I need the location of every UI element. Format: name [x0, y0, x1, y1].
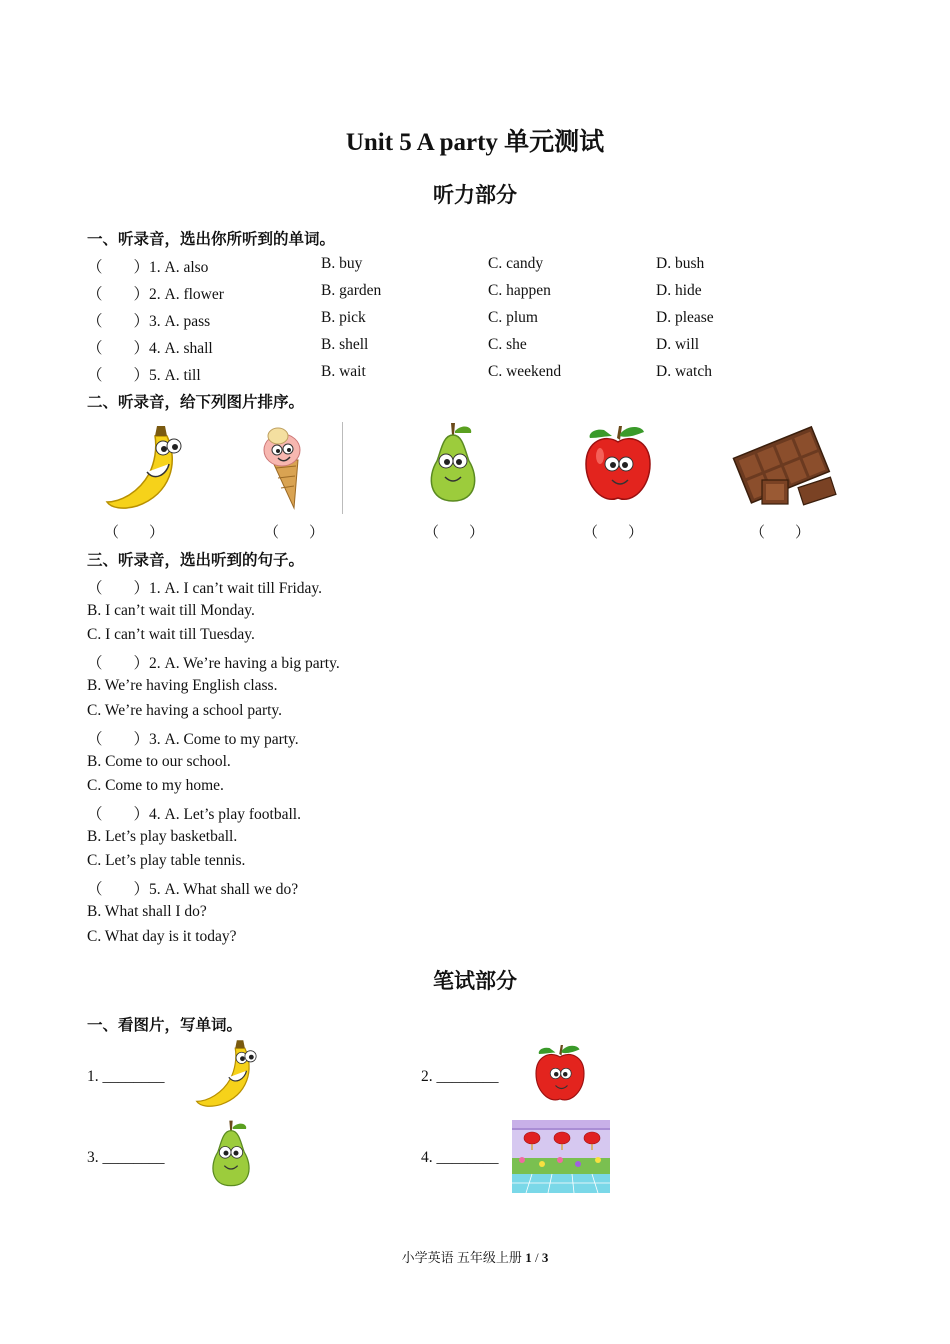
- p3-line: （ ）2. A. We’re having a big party.: [87, 655, 340, 672]
- banana-icon: [105, 422, 187, 514]
- p3-line: B. I can’t wait till Monday.: [87, 602, 255, 619]
- p1-q1-d: D. bush: [656, 255, 705, 272]
- footer-text: 小学英语 五年级上册: [401, 1250, 526, 1265]
- p1-q3-c: C. plum: [488, 309, 538, 326]
- w1-item-3: 3. ________: [87, 1149, 165, 1166]
- p1-q4-d: D. will: [656, 336, 700, 353]
- p3-line: B. Let’s play basketball.: [87, 828, 238, 845]
- p2-blank-3: （ ）: [424, 525, 485, 541]
- footer-total: 3: [541, 1250, 549, 1265]
- pear-icon: [206, 1119, 256, 1189]
- w1-item-4: 4. ________: [421, 1149, 499, 1166]
- p3-line: （ ）4. A. Let’s play football.: [87, 806, 301, 823]
- writing1-heading: 一、看图片，写单词。: [87, 1016, 243, 1034]
- p1-q5-c: C. weekend: [488, 363, 562, 380]
- p2-blank-1: （ ）: [104, 525, 165, 541]
- pear-icon: [423, 421, 483, 505]
- p1-q5-b: B. wait: [321, 363, 366, 380]
- p1-q2-a: （ ）2. A. flower: [87, 286, 224, 303]
- apple-icon: [533, 1042, 587, 1105]
- p1-q5-a: （ ）5. A. till: [87, 367, 201, 384]
- p3-line: C. We’re having a school party.: [87, 702, 283, 719]
- p1-q4-a: （ ）4. A. shall: [87, 340, 213, 357]
- chocolate-icon: [728, 420, 840, 512]
- p1-q5-d: D. watch: [656, 363, 712, 380]
- part3-heading: 三、听录音，选出听到的句子。: [87, 551, 305, 569]
- apple-icon: [582, 422, 654, 506]
- p1-q3-d: D. please: [656, 309, 714, 326]
- p1-q2-b: B. garden: [321, 282, 382, 299]
- w1-item-1: 1. ________: [87, 1068, 165, 1085]
- footer-sep: /: [531, 1250, 542, 1265]
- ice-cream-icon: [258, 424, 314, 510]
- p2-blank-5: （ ）: [750, 525, 811, 541]
- p2-blank-4: （ ）: [583, 525, 644, 541]
- p3-line: C. Let’s play table tennis.: [87, 852, 246, 869]
- p3-line: （ ）5. A. What shall we do?: [87, 881, 299, 898]
- part2-heading: 二、听录音，给下列图片排序。: [87, 393, 305, 411]
- p3-line: C. What day is it today?: [87, 928, 237, 945]
- p3-line: C. Come to my home.: [87, 777, 224, 794]
- writing-heading: 笔试部分: [433, 969, 517, 993]
- p1-q3-b: B. pick: [321, 309, 366, 326]
- footer-page: 1: [525, 1250, 532, 1265]
- p3-line: B. Come to our school.: [87, 753, 231, 770]
- p1-q2-d: D. hide: [656, 282, 702, 299]
- p1-q4-c: C. she: [488, 336, 527, 353]
- p1-q1-c: C. candy: [488, 255, 544, 272]
- listening-heading: 听力部分: [433, 183, 517, 207]
- image-divider: [342, 422, 343, 514]
- banana-icon: [194, 1037, 262, 1111]
- p1-q3-a: （ ）3. A. pass: [87, 313, 211, 330]
- p3-line: C. I can’t wait till Tuesday.: [87, 626, 255, 643]
- p1-q2-c: C. happen: [488, 282, 551, 299]
- p3-line: （ ）1. A. I can’t wait till Friday.: [87, 580, 323, 597]
- p1-q4-b: B. shell: [321, 336, 369, 353]
- p1-q1-a: （ ）1. A. also: [87, 259, 209, 276]
- p3-line: B. What shall I do?: [87, 903, 207, 920]
- p1-q1-b: B. buy: [321, 255, 363, 272]
- page-title: Unit 5 A party 单元测试: [345, 129, 605, 156]
- p3-line: B. We’re having English class.: [87, 677, 278, 694]
- w1-item-2: 2. ________: [421, 1068, 499, 1085]
- p3-line: （ ）3. A. Come to my party.: [87, 731, 299, 748]
- p2-blank-2: （ ）: [264, 525, 325, 541]
- party-scene-icon: [512, 1120, 610, 1193]
- part1-heading: 一、听录音，选出你所听到的单词。: [87, 230, 336, 248]
- page-footer: [0, 1247, 950, 1266]
